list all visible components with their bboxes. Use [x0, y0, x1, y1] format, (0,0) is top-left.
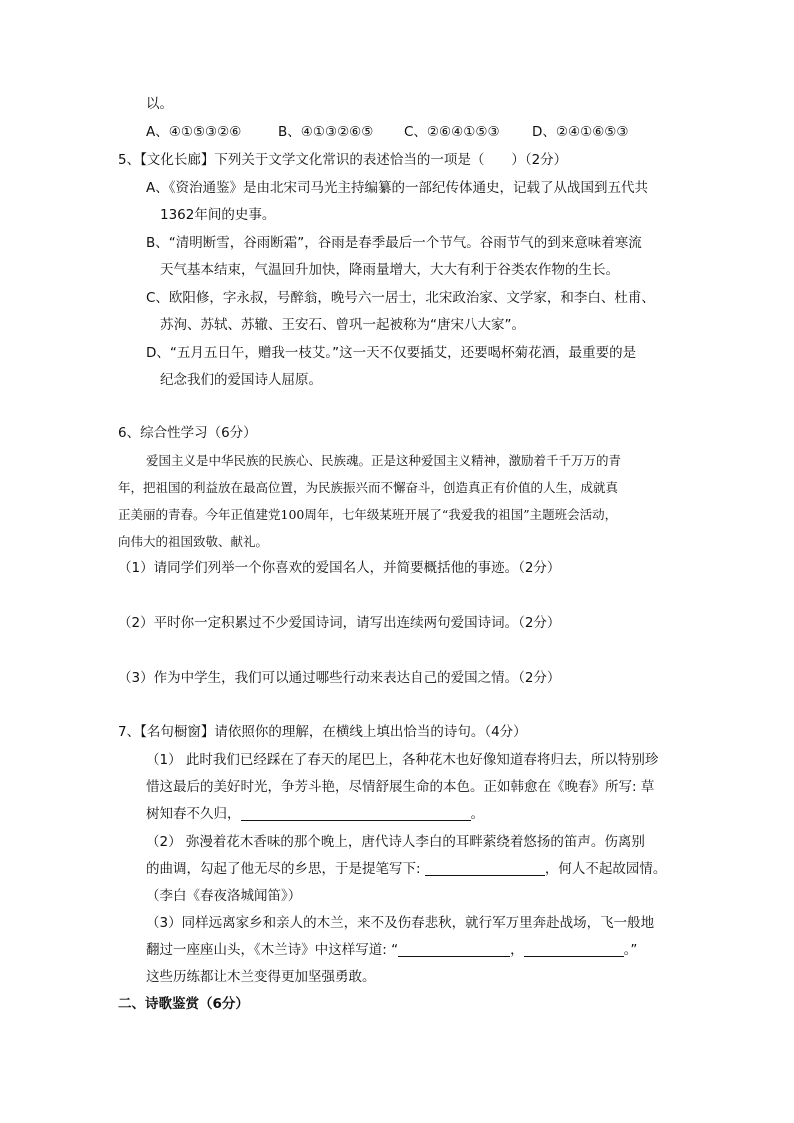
answer-blank-3[interactable]	[398, 942, 510, 957]
section-2-title: 二、诗歌鉴赏（6分）	[118, 996, 249, 1012]
q5-option-d-line1: D、“五月五日午，赠我一枝艾。”这一天不仅要插艾，还要喝杯菊花酒，最重要的是	[146, 345, 637, 361]
q6-title: 6、综合性学习（6分）	[118, 425, 257, 441]
q7-title: 7、【名句橱窗】请依照你的理解，在横线上填出恰当的诗句。（4分）	[118, 724, 527, 740]
q7-item2-line1: （2） 弥漫着花木香味的那个晚上，唐代诗人李白的耳畔萦绕着悠扬的笛声。伤离别	[146, 834, 645, 850]
q5-option-b-line2: 天气基本结束，气温回升加快，降雨量增大，大大有利于谷类农作物的生长。	[160, 262, 619, 278]
q7-item3-comma: ，	[510, 942, 524, 958]
q6-passage-line3: 正美丽的青春。今年正值建党100周年，七年级某班开展了“我爱我的祖国”主题班会活动，	[118, 507, 618, 522]
q7-item1-line1: （1） 此时我们已经踩在了春天的尾巴上，各种花木也好像知道春将归去，所以特别珍	[146, 752, 659, 768]
q6-subquestion-1: （1）请同学们列举一个你喜欢的爱国名人，并简要概括他的事迹。（2分）	[118, 560, 561, 576]
q7-item2-text: 的曲调，勾起了他无尽的乡思，于是提笔写下:	[146, 861, 425, 877]
q6-passage-line2: 年，把祖国的利益放在最高位置，为民族振兴而不懈奋斗，创造真正有价值的人生，成就真	[118, 480, 619, 495]
q4-option-a: A、④①⑤③②⑥	[146, 124, 242, 140]
q7-item1-text: 树知春不久归，	[146, 806, 241, 822]
q7-item1-end: 。	[470, 806, 484, 822]
q7-item3-end: 。”	[623, 942, 638, 958]
q5-option-a-line2: 1362年间的史事。	[160, 207, 276, 223]
q4-option-d: D、②④①⑥⑤③	[532, 124, 629, 140]
q4-option-b: B、④①③②⑥⑤	[278, 124, 374, 140]
q7-item1-line3	[146, 804, 484, 824]
q7-item2-source: （李白《春夜洛城闻笛》）	[146, 888, 302, 904]
q7-item1-line2: 惜这最后的美好时光，争芳斗艳，尽情舒展生命的本色。正如韩愈在《晚春》所写: 草	[146, 779, 655, 795]
q7-item3-line2	[146, 940, 637, 960]
q5-option-c-line2: 苏洵、苏轼、苏辙、王安石、曾巩一起被称为“唐宋八大家”。	[160, 317, 525, 333]
q6-passage-line4: 向伟大的祖国致敬、献礼。	[118, 534, 269, 549]
answer-blank-1[interactable]	[241, 806, 471, 821]
q5-option-a-line1: A、《资治通鉴》是由北宋司马光主持编纂的一部纪传体通史，记载了从战国到五代共	[146, 180, 648, 196]
q7-item2-end: ，何人不起故园情。	[544, 861, 667, 877]
q5-stem: 5、【文化长廊】下列关于文学文化常识的表述恰当的一项是（ ）（2分）	[118, 152, 568, 168]
q6-subquestion-3: （3）作为中学生，我们可以通过哪些行动来表达自己的爱国之情。（2分）	[118, 670, 561, 686]
q6-subquestion-2: （2）平时你一定积累过不少爱国诗词，请写出连续两句爱国诗词。（2分）	[118, 615, 561, 631]
q7-item3-line1: （3）同样远离家乡和亲人的木兰，来不及伤春悲秋，就行军万里奔赴战场，飞一般地	[146, 915, 655, 931]
answer-blank-4[interactable]	[524, 942, 624, 957]
q4-option-c: C、②⑥④①⑤③	[404, 124, 500, 140]
q6-passage-line1: 爱国主义是中华民族的民族心、民族魂。正是这种爱国主义精神，激励着千千万万的青	[146, 453, 622, 468]
q7-item2-line2	[146, 859, 666, 879]
answer-blank-2[interactable]	[425, 861, 545, 876]
q5-option-d-line2: 纪念我们的爱国诗人屈原。	[160, 372, 322, 388]
q7-item3-line3: 这些历练都让木兰变得更加坚强勇敢。	[146, 969, 376, 985]
q4-tail: 以。	[146, 96, 173, 112]
q5-option-c-line1: C、欧阳修，字永叔，号醉翁，晚号六一居士，北宋政治家、文学家，和李白、杜甫、	[146, 290, 655, 306]
q5-option-b-line1: B、“清明断雪，谷雨断霜”，谷雨是春季最后一个节气。谷雨节气的到来意味着寒流	[146, 235, 642, 251]
q7-item3-text: 翻过一座座山头，《木兰诗》中这样写道: “	[146, 942, 399, 958]
